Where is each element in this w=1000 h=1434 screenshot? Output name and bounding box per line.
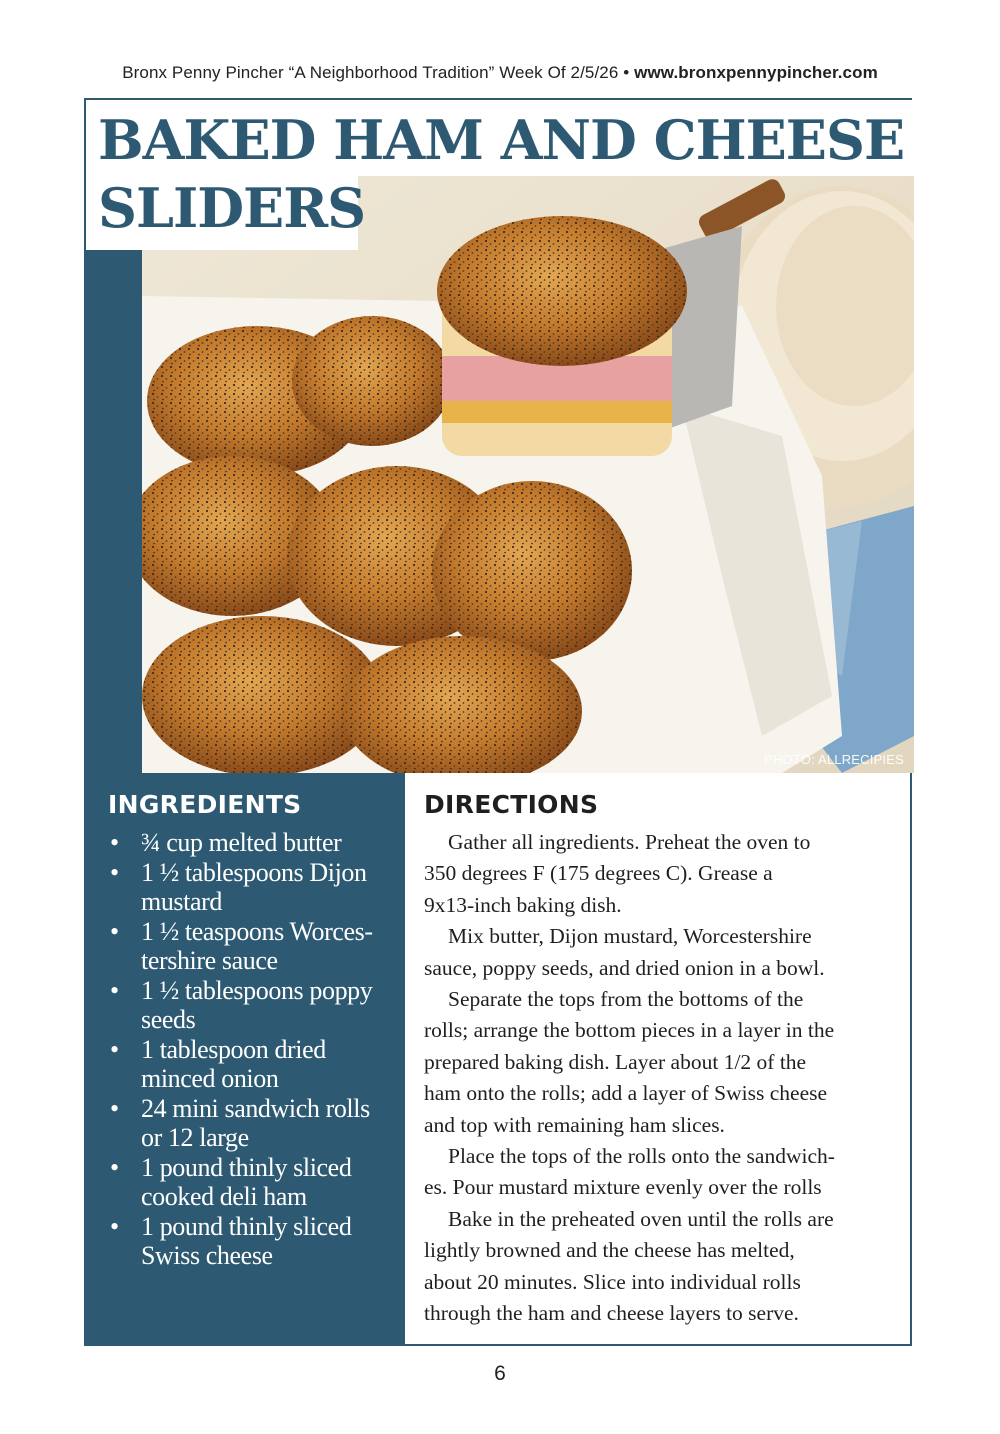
ingredient-item [108, 1094, 398, 1153]
ingredient-line: mustard [141, 887, 222, 916]
ingredient-line: 1 ½ tablespoons poppy [141, 975, 373, 1005]
ingredient-line: 1 pound thinly sliced [141, 1152, 352, 1182]
recipe-photo [142, 176, 914, 773]
publication-info: Bronx Penny Pincher “A Neighborhood Tradition” Week Of 2/5/26 • [122, 63, 630, 82]
ingredient-line: 1 tablespoon dried [141, 1034, 326, 1064]
bullet-icon: • [110, 1093, 119, 1123]
bullet-icon: • [110, 1211, 119, 1241]
ingredient-item [108, 1035, 398, 1094]
bullet-icon: • [110, 857, 119, 887]
ingredient-item [108, 858, 398, 917]
ingredient-line: ¾ cup melted butter [141, 828, 342, 857]
direction-line: about 20 minutes. Slice into individual rolls [424, 1269, 801, 1294]
ingredient-line: 24 mini sandwich rolls [141, 1093, 370, 1123]
directions-heading: DIRECTIONS [424, 790, 599, 819]
ingredient-item [108, 828, 398, 858]
page-number: 6 [494, 1362, 506, 1385]
publication-url[interactable]: www.bronxpennypincher.com [634, 63, 878, 82]
direction-line: Gather all ingredients. Preheat the oven to [448, 830, 811, 854]
bullet-icon: • [110, 828, 119, 857]
ingredient-line: 1 pound thinly sliced [141, 1211, 352, 1241]
direction-line: Separate the tops from the bottoms of the [448, 987, 804, 1012]
ingredient-item [108, 917, 398, 976]
direction-line: prepared baking dish. Layer about 1/2 of the [424, 1049, 807, 1074]
direction-step [424, 921, 894, 984]
direction-line: es. Pour mustard mixture evenly over the rolls [424, 1175, 822, 1200]
ingredient-item [108, 1153, 398, 1212]
ingredient-line: minced onion [141, 1064, 279, 1093]
direction-line: and top with remaining ham slices. [424, 1112, 725, 1137]
direction-line: Bake in the preheated oven until the rolls are [448, 1206, 834, 1231]
direction-line: Place the tops of the rolls onto the sandwich- [448, 1144, 835, 1169]
ingredient-item [108, 1212, 398, 1271]
ingredients-heading: INGREDIENTS [108, 790, 302, 819]
bullet-icon: • [110, 916, 119, 946]
photo-credit: PHOTO: ALLRECIPIES [764, 752, 904, 767]
direction-line: rolls; arrange the bottom pieces in a layer in the [424, 1018, 835, 1043]
ingredient-item [108, 976, 398, 1035]
ingredients-list [108, 828, 398, 1271]
direction-line: 350 degrees F (175 degrees C). Grease a [424, 861, 773, 886]
bullet-icon: • [110, 1152, 119, 1182]
direction-line: 9x13-inch baking dish. [424, 892, 622, 917]
direction-line: lightly browned and the cheese has melted, [424, 1238, 795, 1263]
bullet-icon: • [110, 975, 119, 1005]
ingredient-line: Swiss cheese [141, 1241, 273, 1270]
recipe-title-line2: SLIDERS [98, 176, 366, 240]
direction-step [424, 984, 894, 1141]
ingredient-line: 1 ½ tablespoons Dijon [141, 857, 367, 887]
ingredient-line: cooked deli ham [141, 1182, 307, 1211]
recipe-title-line1: BAKED HAM AND CHEESE [98, 108, 905, 172]
direction-step [424, 1141, 894, 1204]
ingredient-line: tershire sauce [141, 946, 278, 975]
bullet-icon: • [110, 1034, 119, 1064]
direction-line: ham onto the rolls; add a layer of Swiss cheese [424, 1081, 828, 1106]
direction-step [424, 1204, 894, 1330]
ingredient-line: or 12 large [141, 1123, 249, 1152]
ingredient-line: 1 ½ teaspoons Worces- [141, 916, 373, 946]
publication-header [0, 63, 1000, 83]
direction-line: through the ham and cheese layers to serve. [424, 1301, 799, 1326]
direction-step [424, 827, 894, 921]
direction-line: Mix butter, Dijon mustard, Worcestershire [448, 924, 812, 949]
ingredient-line: seeds [141, 1005, 196, 1034]
direction-line: sauce, poppy seeds, and dried onion in a bowl. [424, 955, 825, 980]
directions-text [424, 827, 894, 1330]
